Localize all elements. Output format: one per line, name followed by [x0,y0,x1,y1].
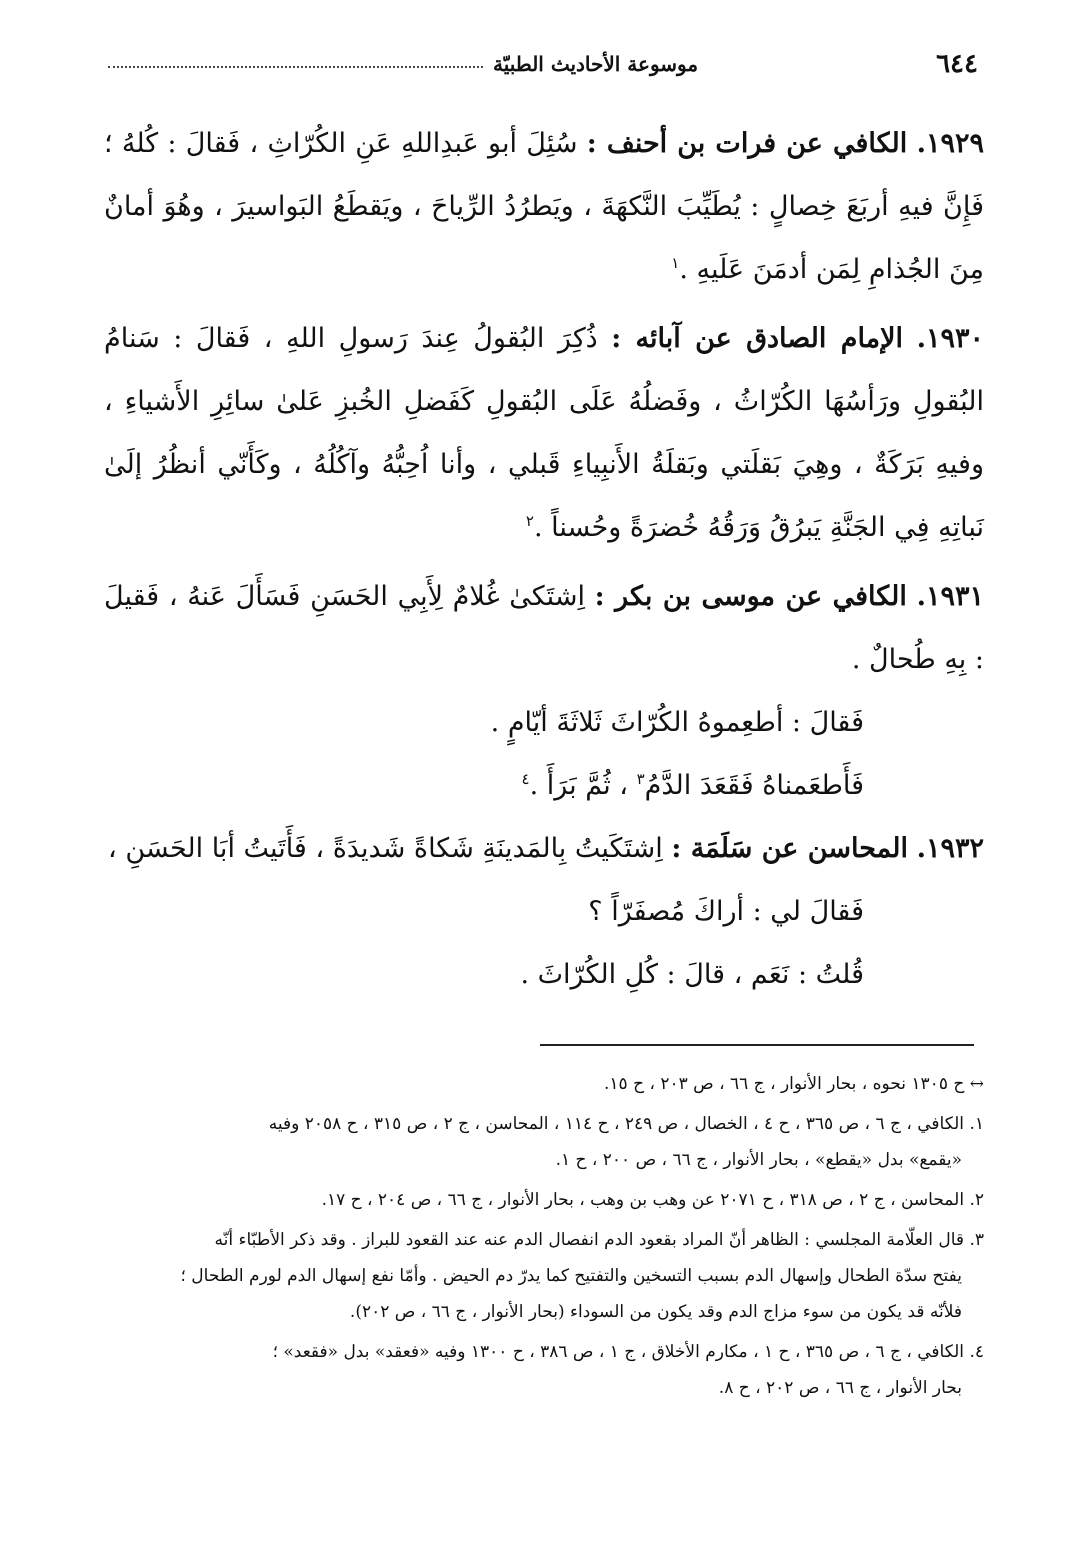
hadith-source: الكافي عن فرات بن أحنف : [586,128,908,159]
footnote-4 [108,1334,984,1406]
cross-ref-icon: ↔ [969,1074,984,1094]
footnote-label: ٢. [969,1190,984,1210]
footnote-separator [540,1044,974,1046]
footnote-ref[interactable]: ٢ [525,512,534,530]
hadith-source: الكافي عن موسى بن بكر : [594,581,907,612]
page-number: ٦٤٤ [936,49,978,79]
line-text: فَقالَ : أطعِموهُ الكُرّاثَ ثَلاثَةَ أيّامٍ . [490,707,864,738]
running-title [108,52,698,76]
footnote-line: الكافي ، ج ٦ ، ص ٣٦٥ ، ح ٤ ، الخصال ، ص ٢٤٩ ، ح ١١٤ ، المحاسن ، ج ٢ ، ص ٣١٥ ، ح ٢٠٥٨ وفيه [268,1114,965,1134]
footnote-line: يفتح سدّة الطحال وإسهال الدم بسبب التسخين والتفتيح كما يدرّ دم الحيض . وأمّا نفع إسهال الدم لورم الطحال ؛ [180,1266,962,1286]
footnote-ref[interactable]: ٣ [636,770,645,788]
footnote-line: الكافي ، ج ٦ ، ص ٣٦٥ ، ح ١ ، مكارم الأخلاق ، ج ١ ، ص ٣٨٦ ، ح ١٣٠٠ وفيه «فعقد» بدل «فقعد» ؛ [272,1342,965,1362]
hadith-number: ١٩٢٩. [916,128,985,159]
footnotes [108,1066,984,1410]
footnote-line: فلأنّه قد يكون من سوء مزاج الدم وقد يكون من السوداء (بحار الأنوار ، ج ٦٦ ، ص ٢٠٢). [349,1302,962,1322]
footnote-line: المحاسن ، ج ٢ ، ص ٣١٨ ، ح ٢٠٧١ عن وهب بن وهب ، بحار الأنوار ، ج ٦٦ ، ص ٢٠٤ ، ح ١٧. [321,1190,965,1210]
line-text: فَأَطعَمناهُ فَقَعَدَ الدَّمُ [644,770,864,801]
hadith-text: سُئِلَ أبو عَبدِاللهِ عَنِ الكُرّاثِ ، فَقالَ : كُلهُ ؛ فَإِنَّ فيهِ أربَعَ خِصالٍ : يُطَيِّبَ النَّكهَةَ ، ويَطرُدُ الرِّياحَ ، ويَقطَعُ البَواسيرَ ، وهُوَ أمانٌ مِنَ الجُذامِ لِمَن أدمَنَ عَلَيهِ . [104,128,984,285]
line-text: فَقالَ لي : أراكَ مُصفَرّاً ؟ [588,896,864,927]
hadith-number: ١٩٣١. [916,581,984,612]
hadith-line [104,691,984,754]
hadith-1929 [104,112,984,301]
main-text [104,112,984,1006]
leader-dots [108,66,483,68]
footnote-line: بحار الأنوار ، ج ٦٦ ، ص ٢٠٢ ، ح ٨. [718,1378,962,1398]
footnote-label: ٣. [969,1230,984,1250]
hadith-text: اِشتَكَيتُ بِالمَدينَةِ شَكاةً شَديدَةً ، فَأَتَيتُ أبَا الحَسَنِ ، [108,833,663,864]
hadith-text: اِشتَكىٰ غُلامٌ لِأَبِي الحَسَنِ فَسَأَلَ عَنهُ ، فَقيلَ : بِهِ طُحالٌ . [104,581,984,675]
footnote-2 [108,1182,984,1218]
hadith-1930 [104,307,984,559]
hadith-source: المحاسن عن سَلَمَة : [671,833,908,864]
footnote-line: ح ١٣٠٥ نحوه ، بحار الأنوار ، ج ٦٦ ، ص ٢٠٣ ، ح ١٥. [604,1074,965,1094]
page-header [108,44,978,84]
hadith-1932 [104,817,984,880]
hadith-text: ذُكِرَ البُقولُ عِندَ رَسولِ اللهِ ، فَقالَ : سَنامُ البُقولِ ورَأسُهَا الكُرّاثُ ، وفَضلُهُ عَلَى البُقولِ كَفَضلِ الخُبزِ عَلىٰ سائِرِ الأَشياءِ ، وفيهِ بَرَكَةٌ ، وهِيَ بَقلَتي وبَقلَةُ الأَنبِياءِ قَبلي ، وأنا اُحِبُّهُ وآكُلُهُ ، وكَأَنّي أنظُرُ إلَىٰ نَباتِهِ فِي الجَنَّةِ يَبرُقُ وَرَقُهُ خُضرَةً وحُسناً . [104,323,984,543]
footnote-label: ٤. [969,1342,984,1362]
line-text: قُلتُ : نَعَم ، قالَ : كُلِ الكُرّاثَ . [520,959,864,990]
hadith-number: ١٩٣٢. [916,833,984,864]
hadith-line [104,880,984,943]
footnote-line: «يقمع» بدل «يقطع» ، بحار الأنوار ، ج ٦٦ ، ص ٢٠٠ ، ح ١. [555,1150,962,1170]
footnote-ref[interactable]: ١ [671,254,680,272]
book-title: موسوعة الأحاديث الطبيّة [493,52,699,76]
footnote-label: ١. [969,1114,984,1134]
footnote-ref[interactable]: ٤ [521,770,530,788]
hadith-line [104,754,984,817]
hadith-number: ١٩٣٠. [916,323,984,354]
footnote-1 [108,1106,984,1178]
hadith-1931 [104,565,984,691]
hadith-line [104,943,984,1006]
line-text-tail: ، ثُمَّ بَرَأَ . [529,770,629,801]
footnote-cross-ref [108,1066,984,1102]
footnote-line: قال العلّامة المجلسي : الظاهر أنّ المراد بقعود الدم انفصال الدم عنه عند القعود للبراز . وقد ذكر الأطبّاء أنّه [214,1230,965,1250]
footnote-3 [108,1222,984,1330]
hadith-source: الإمام الصادق عن آبائه : [611,323,904,354]
